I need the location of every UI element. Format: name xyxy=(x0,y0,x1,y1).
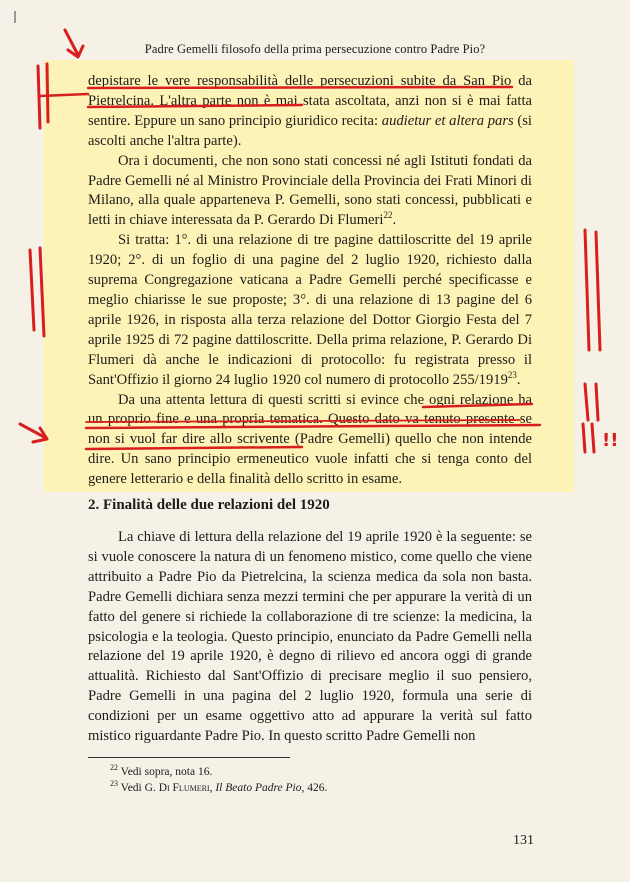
arrow-icon-bottom xyxy=(20,424,47,442)
exclamation-marks: !! xyxy=(602,430,619,451)
footnote-ref-22[interactable]: 22 xyxy=(383,210,393,221)
margin-bar-right-2 xyxy=(596,232,600,350)
paragraph-3: Si tratta: 1°. di una relazione di tre pagine dattiloscritte del 19 aprile 1920; 2°. di un foglio di una pagine del 2 luglio 1920, richiesto dalla suprema Congregazione vaticana a Padre Gemelli perché specificasse e meglio chiarisse le sue proposte; 3°. di una relazione di 13 pagine del 6 aprile 1926, in risposta alla terza relazione del Dottor Giorgio Festa del 7 aprile 1925 di 72 pagine dattiloscritte. Della prima relazione, P. Gerardo Di Flumeri dà anche le indicazioni di protocollo: fu registrata presso il Sant'Offizio il giorno 24 luglio 1920 col numero di protocollo 255/1919$^{23}$. xyxy=(88,232,532,388)
margin-bar-left-3 xyxy=(30,250,34,330)
paragraph-1: depistare le vere responsabilità delle persecuzioni subite da San Pio da Pietrelcina. L'altra parte non è mai stata ascoltata, anzi non si è mai fatta sentire. Eppure un sano principio giuridico recita: audietur et altera pars (si ascolti anche l'altra parte). xyxy=(88,73,532,149)
margin-bar-left-1 xyxy=(38,66,40,128)
paragraph-2: Ora i documenti, che non sono stati concessi né agli Istituti fondati da Padre Gemelli né al Ministro Provinciale della Provincia dei Frati Minori di Milano, alla quale apparteneva P. Gemelli, sono stati concessi, pubblicati e letti in chiave interessata da P. Gerardo Di Flumeri$^{22}$. xyxy=(88,152,532,229)
footnote-divider xyxy=(88,757,290,758)
running-header: Padre Gemelli filosofo della prima persecuzione contro Padre Pio? xyxy=(144,42,486,56)
top-margin-mark xyxy=(14,11,16,23)
section-2-text xyxy=(88,528,532,747)
margin-bar-right-6 xyxy=(592,424,594,452)
paragraph-4: Da una attenta lettura di questi scritti si evince che ogni relazione ha un proprio fine e una propria tematica. Questo dato va tenuto presente se non si vuol far dire allo scrivente (Padre Gemelli) quello che non intende dire. Un sano principio ermeneutico vuole infatti che si tenga conto del genere letterario e della finalità dello scritto in esame. xyxy=(88,391,532,488)
footnote-23: $^{23}$ Vedi G. Di Flumeri, Il Beato Padre Pio, 426. xyxy=(110,779,328,794)
footnote-ref-23[interactable]: 23 xyxy=(507,369,517,380)
page-number: 131 xyxy=(513,833,534,848)
section-2-paragraph: La chiave di lettura della relazione del 19 aprile 1920 è la seguente: se si vuole conoscere la natura di un fenomeno mistico, come quello che viene attribuito a Padre Pio da Pietrelcina, la scienza medica da sola non basta. Padre Gemelli dichiara senza mezzi termini che per appurare la verità di un fatto del genere si richiede la collaborazione di tre scienze: la medicina, la psicologia e la teologia. Questo principio, enunciato da Padre Gemelli nella relazione del 19 aprile 1920, è degno di rilievo ed ancora oggi di grande attualità. Richiesto dal Sant'Offizio di precisare meglio il suo pensiero, Padre Gemelli in una pagina del 2 luglio 1920, formula una serie di condizioni per un esame oggettivo atto ad appurare la verità sul fatto mistico riguardante Padre Pio. In questo scritto Padre Gemelli non xyxy=(88,529,532,745)
section-heading: 2. Finalità delle due relazioni del 1920 xyxy=(88,497,330,513)
section-1-text xyxy=(88,72,532,490)
footnotes xyxy=(110,764,327,796)
margin-bar-right-3 xyxy=(585,384,588,420)
margin-bar-right-1 xyxy=(585,230,589,350)
footnote-22: $^{22}$ Vedi sopra, nota 16. xyxy=(110,763,213,778)
margin-bar-right-5 xyxy=(583,424,585,452)
margin-bar-right-4 xyxy=(596,384,598,420)
latin-phrase: audietur et altera pars xyxy=(381,112,514,129)
